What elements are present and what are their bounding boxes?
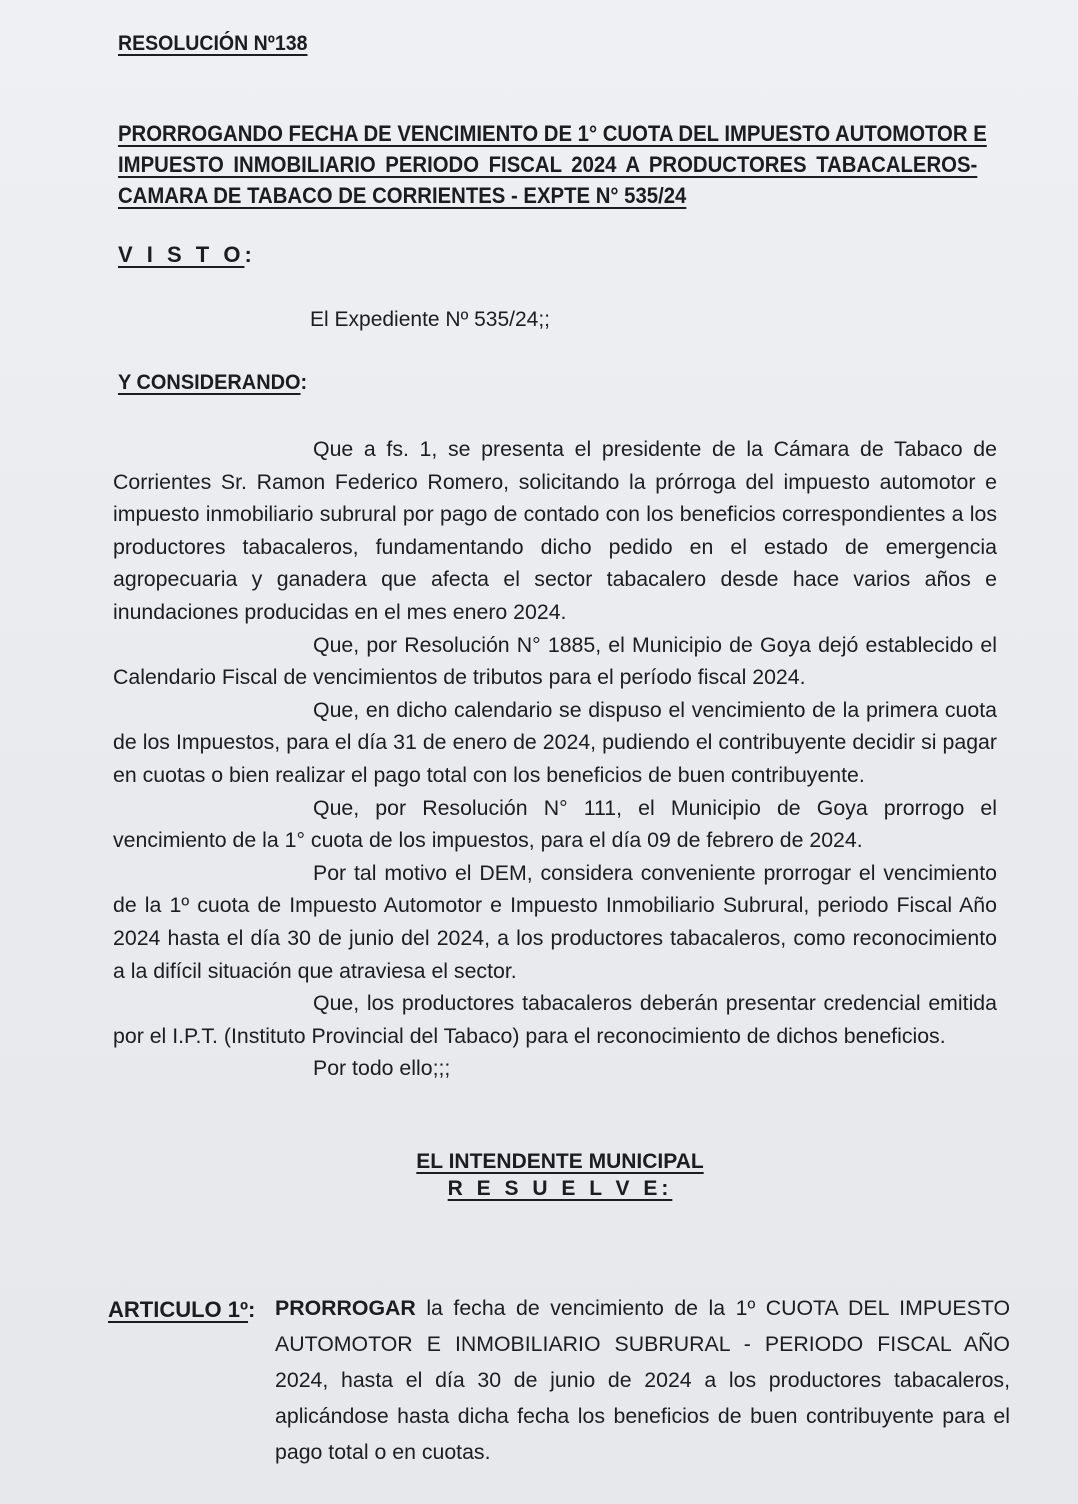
considerando-paragraph-6: Que, los productores tabacaleros deberán presentar credencial emitida por el I.P.T. (Instituto Provincial del Tabaco) para el reconocimiento de dichos beneficios.: [113, 991, 997, 1048]
articulo-1-label-text: ARTICULO 1º: [108, 1297, 249, 1322]
considerando-paragraph-1: Que a fs. 1, se presenta el presidente de la Cámara de Tabaco de Corrientes Sr. Ramon Federico Romero, solicitando la prórroga del impuesto automotor e impuesto inmobiliario subrural por pago de contado con los beneficios correspondientes a los productores tabacaleros, fundamentando dicho pedido en el estado de emergencia agropecuaria y ganadera que afecta el sector tabacalero desde hace varios años e inundaciones producidas en el mes enero 2024.: [113, 437, 997, 624]
visto-text: El Expediente Nº 535/24;;: [310, 308, 550, 331]
visto-heading: [118, 242, 256, 268]
considerando-heading-colon: :: [300, 371, 308, 394]
title-line-1: PRORROGANDO FECHA DE VENCIMIENTO DE 1° CUOTA DEL IMPUESTO AUTOMOTOR E: [118, 121, 987, 146]
considerando-heading-label: Y CONSIDERANDO: [118, 371, 301, 394]
visto-heading-label: V I S T O: [118, 242, 245, 267]
articulo-1-body: la fecha de vencimiento de la 1º CUOTA DEL IMPUESTO AUTOMOTOR E INMOBILIARIO SUBRURAL - PERIODO FISCAL AÑO 2024, hasta el día 30 de junio de 2024 a los productores tabacaleros, aplicándose hasta dicha fecha los beneficios de buen contribuyente para el pago total o en cuotas.: [275, 1296, 1011, 1464]
articulo-1-label: [108, 1297, 255, 1323]
considerando-paragraph-5: Por tal motivo el DEM, considera conveniente prorrogar el vencimiento de la 1º cuota de Impuesto Automotor e Impuesto Inmobiliario Subrural, periodo Fiscal Año 2024 hasta el día 30 de junio del 2024, a los productores tabacaleros, como reconocimiento a la difícil situación que atraviesa el sector.: [113, 860, 997, 983]
visto-heading-colon: :: [244, 242, 256, 267]
considerando-paragraph-7: Por todo ello;;;: [313, 1056, 451, 1081]
considerando-heading: [118, 371, 307, 395]
intendente-heading-label: EL INTENDENTE MUNICIPAL: [416, 1150, 704, 1173]
title-line-2: IMPUESTO INMOBILIARIO PERIODO FISCAL 2024 A PRODUCTORES TABACALEROS-: [118, 152, 978, 177]
intendente-heading: [0, 1147, 1078, 1177]
articulo-1-keyword: PRORROGAR: [275, 1296, 416, 1320]
considerando-paragraph-4: Que, por Resolución N° 111, el Municipio de Goya prorrogo el vencimiento de la 1° cuota de los impuestos, para el día 09 de febrero de 2024.: [113, 795, 997, 853]
articulo-1-colon: :: [248, 1297, 256, 1322]
considerando-body: [113, 433, 997, 1085]
resuelve-heading-label: R E S U E L V E:: [447, 1177, 673, 1200]
title-line-3: CAMARA DE TABACO DE CORRIENTES - EXPTE N° 535/24: [118, 183, 687, 208]
resolution-number: RESOLUCIÓN Nº138: [118, 32, 308, 55]
considerando-paragraph-3: Que, en dicho calendario se dispuso el vencimiento de la primera cuota de los Impuestos, para el día 31 de enero de 2024, pudiendo el contribuyente decidir si pagar en cuotas o bien realizar el pago total con los beneficios de buen contribuyente.: [113, 697, 997, 787]
resolution-title: [118, 118, 987, 211]
resuelve-heading: [0, 1177, 1078, 1201]
articulo-1-text: [275, 1290, 1010, 1470]
considerando-paragraph-2: Que, por Resolución N° 1885, el Municipio de Goya dejó establecido el Calendario Fiscal de vencimientos de tributos para el período fiscal 2024.: [113, 632, 997, 690]
